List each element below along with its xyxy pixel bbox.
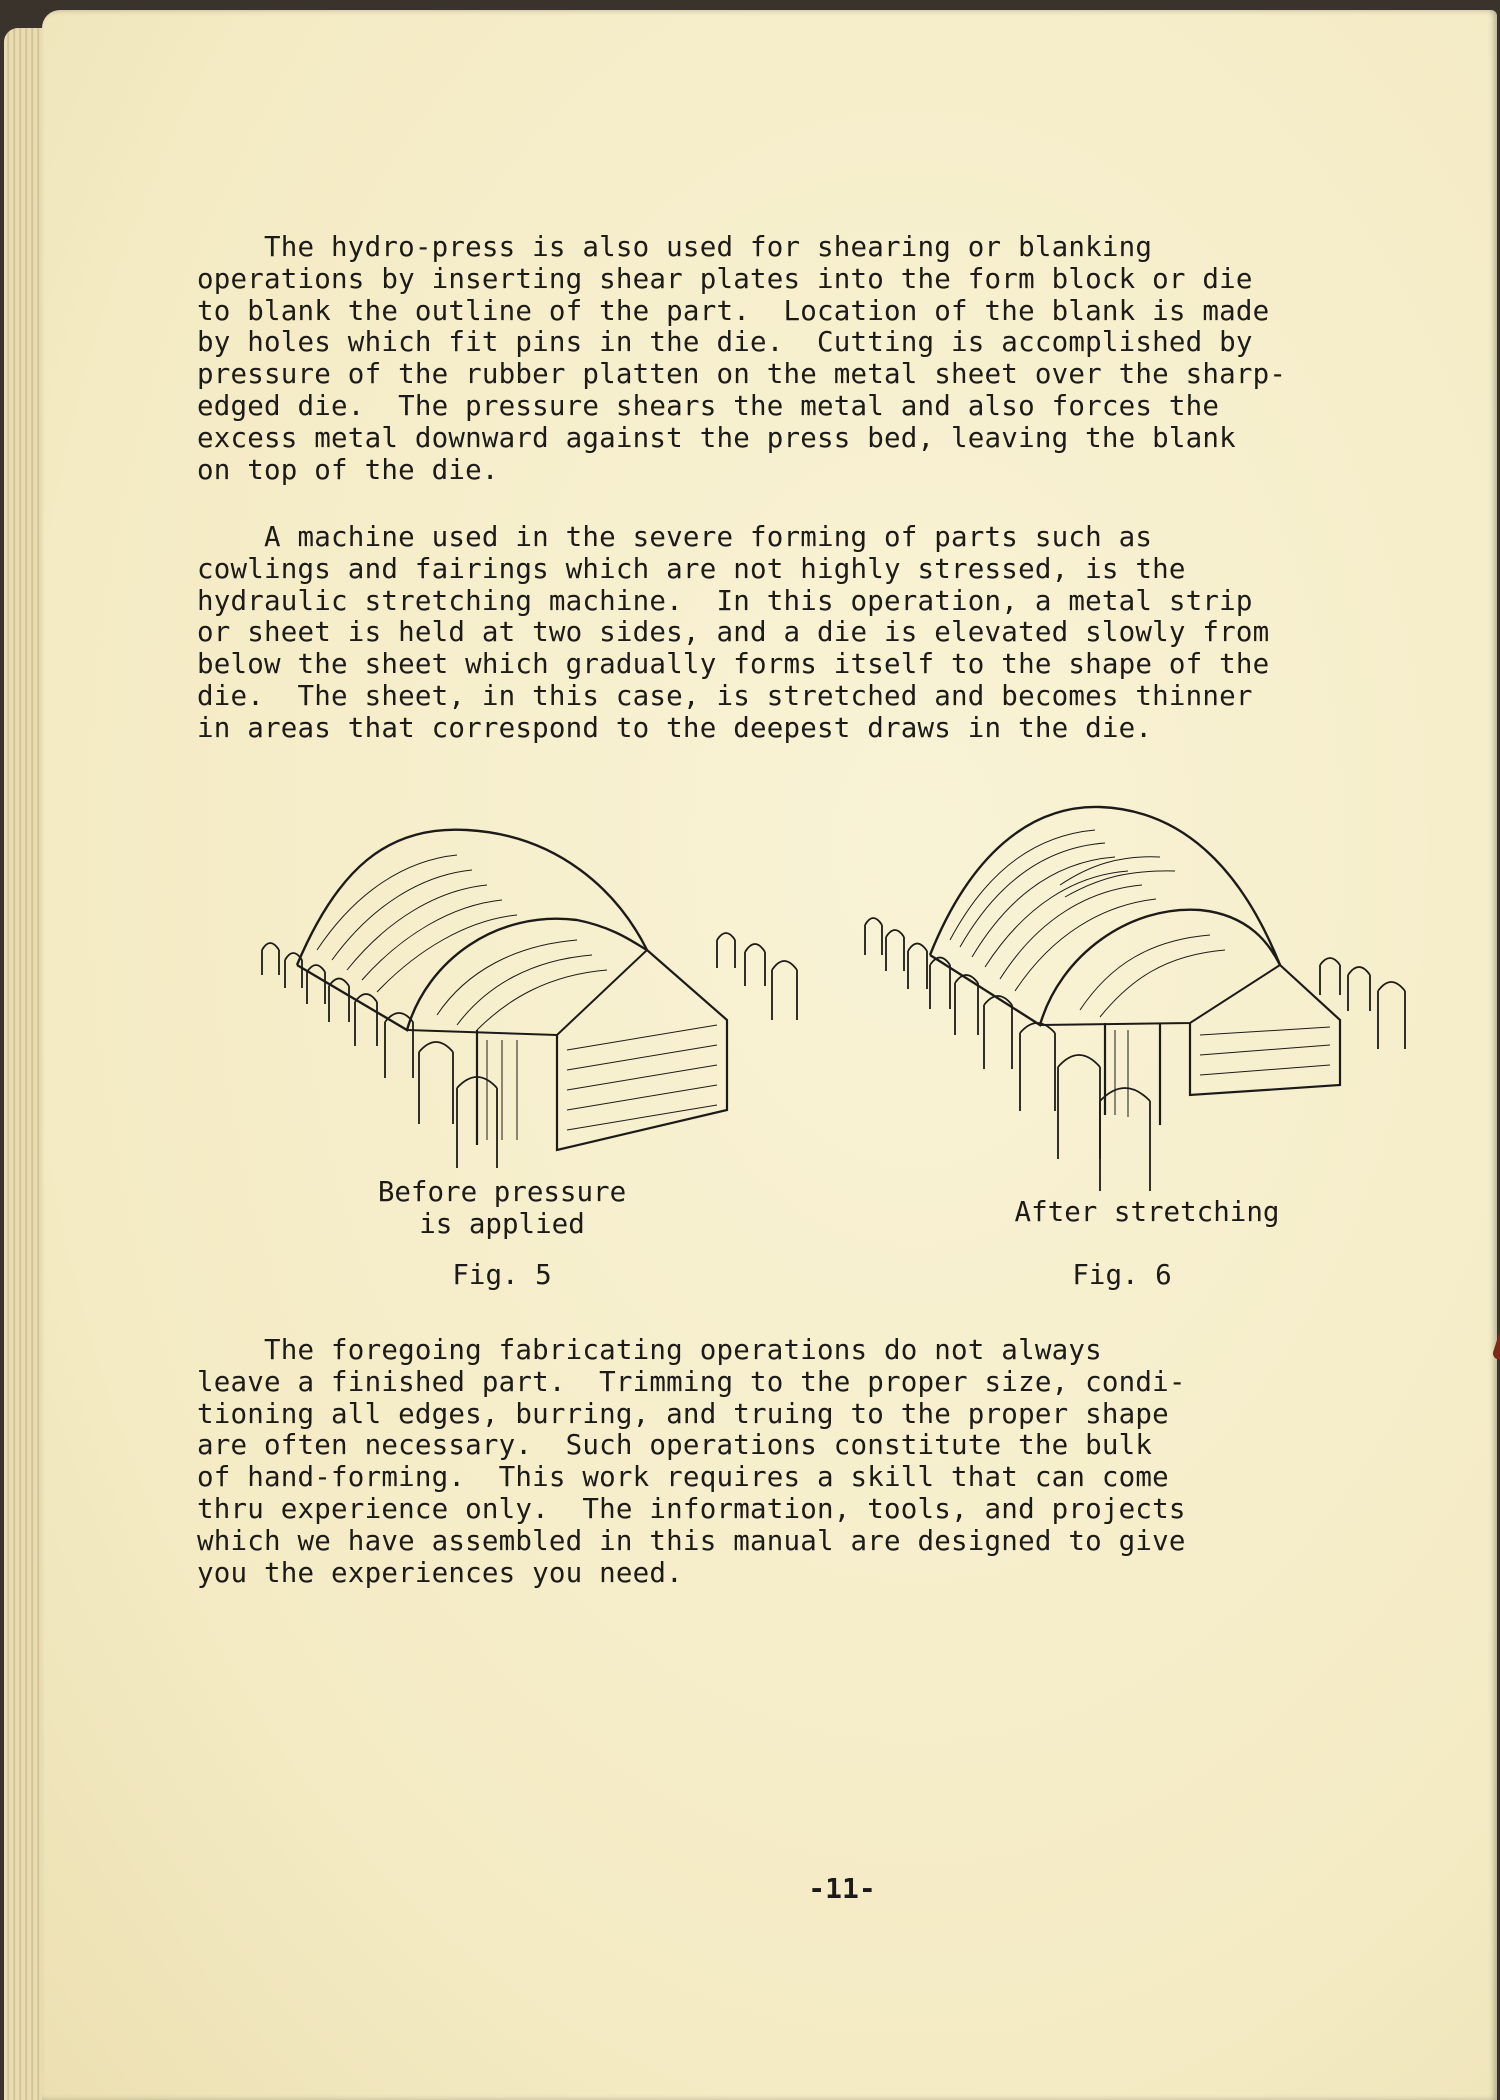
figure-6-caption: After stretching [1014,1196,1280,1228]
paragraph-stretching-machine: A machine used in the severe forming of parts such as cowlings and fairings which are not highly stressed, is the hydraulic stretching machine. In this operation, a metal strip or sheet is held at two sides, and a die is elevated slowly from below the sheet which gradually forms itself to the shape of the die. The sheet, in this case, is stretched and becomes thinner in areas that correspond to the deepest draws in the die. [197,521,1270,744]
paragraph-hand-forming: The foregoing fabricating operations do not always leave a finished part. Trimming to the proper size, condi- tioning all edges, burring, and truing to the proper shape are often necessary. Such operations constitute the bulk of hand-forming. This work requires a skill that can come thru experience only. The information, tools, and projects which we have assembled in this manual are designed to give you the experiences you need. [197,1334,1186,1589]
page-number: -11- [808,1872,876,1905]
paragraph-hydro-press: The hydro-press is also used for shearing or blanking operations by inserting shear plates into the form block or die to blank the outline of the part. Location of the blank is made by holes which fit pins in the die. Cutting is accomplished by pressure of the rubber platten on the metal sheet over the sharp- edged die. The pressure shears the metal and also forces the excess metal downward against the press bed, leaving the blank on top of the die. [197,231,1287,486]
figure-5-label: Fig. 5 [452,1259,552,1291]
book-page [42,10,1497,2100]
figure-5-illustration [257,810,827,1180]
figure-5-caption: Before pressure is applied [377,1176,627,1240]
pins-row [262,933,797,1168]
figure-6-label: Fig. 6 [1072,1259,1172,1291]
figure-6-illustration [860,795,1440,1195]
ink-mark [1491,1321,1500,1361]
pins-row [865,918,1405,1191]
